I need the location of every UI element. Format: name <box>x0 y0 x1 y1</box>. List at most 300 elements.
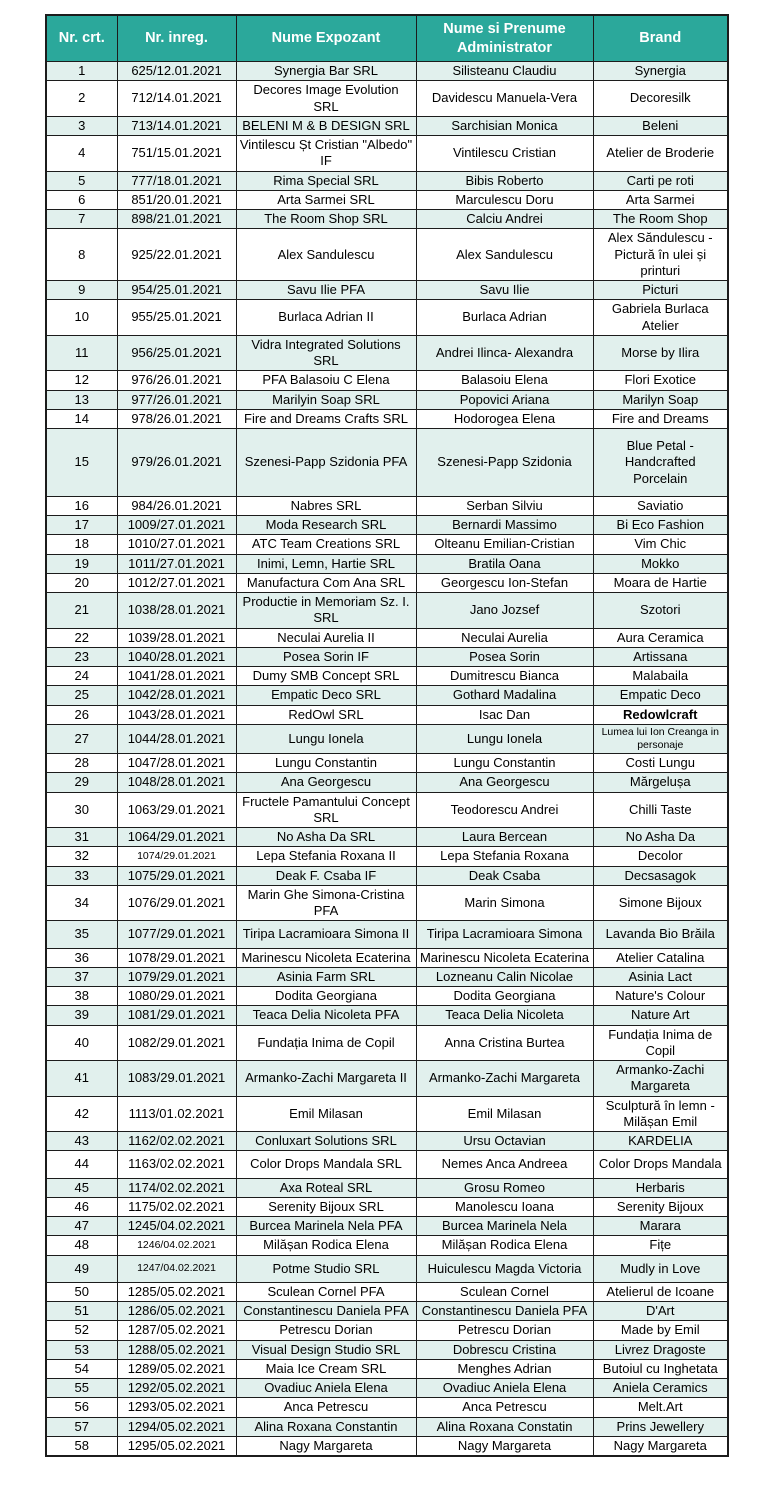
cell-administrator: Calciu Andrei <box>416 210 593 229</box>
cell-nr-crt: 54 <box>46 1359 117 1378</box>
cell-nr-inreg: 1063/29.01.2021 <box>117 792 236 828</box>
cell-administrator: Emil Milasan <box>416 1096 593 1132</box>
cell-nume-expozant: Nagy Margareta <box>236 1436 416 1456</box>
cell-nr-inreg: 1246/04.02.2021 <box>117 1236 236 1255</box>
cell-administrator: Szenesi-Papp Szidonia <box>416 429 593 497</box>
cell-nr-inreg: 1082/29.01.2021 <box>117 1025 236 1061</box>
cell-brand: Marara <box>593 1217 728 1236</box>
table-row <box>46 628 728 647</box>
cell-nr-crt: 45 <box>46 1178 117 1197</box>
cell-nr-inreg: 978/26.01.2021 <box>117 409 236 428</box>
cell-brand: Marilyn Soap <box>593 390 728 409</box>
table-row <box>46 1096 728 1132</box>
cell-administrator: Isac Dan <box>416 705 593 724</box>
cell-nr-crt: 12 <box>46 371 117 390</box>
cell-nr-crt: 29 <box>46 773 117 792</box>
column-header-nr-inreg: Nr. inreg. <box>117 15 236 62</box>
table-row <box>46 116 728 135</box>
cell-brand: Aniela Ceramics <box>593 1379 728 1398</box>
cell-nume-expozant: ATC Team Creations SRL <box>236 535 416 554</box>
cell-nr-crt: 43 <box>46 1132 117 1151</box>
cell-nr-crt: 41 <box>46 1061 117 1097</box>
cell-nr-inreg: 712/14.01.2021 <box>117 81 236 117</box>
cell-administrator: Lungu Constantin <box>416 754 593 773</box>
cell-nr-inreg: 1287/05.02.2021 <box>117 1321 236 1340</box>
table-row <box>46 885 728 921</box>
cell-nr-crt: 4 <box>46 136 117 172</box>
column-header-brand: Brand <box>593 15 728 62</box>
cell-administrator: Anna Cristina Burtea <box>416 1025 593 1061</box>
table-row <box>46 62 728 81</box>
cell-administrator: Huiculescu Magda Victoria <box>416 1255 593 1282</box>
cell-administrator: Burlaca Adrian <box>416 300 593 336</box>
cell-nr-inreg: 1044/28.01.2021 <box>117 724 236 753</box>
cell-nr-inreg: 1075/29.01.2021 <box>117 866 236 885</box>
cell-nume-expozant: Fructele Pamantului Concept SRL <box>236 792 416 828</box>
cell-nr-inreg: 1081/29.01.2021 <box>117 1006 236 1025</box>
cell-nume-expozant: Armanko-Zachi Margareta II <box>236 1061 416 1097</box>
cell-brand: Armanko-Zachi Margareta <box>593 1061 728 1097</box>
cell-nr-inreg: 984/26.01.2021 <box>117 496 236 515</box>
cell-nume-expozant: RedOwl SRL <box>236 705 416 724</box>
cell-brand: Aura Ceramica <box>593 628 728 647</box>
cell-brand: Lumea lui Ion Creanga in personaje <box>593 724 728 753</box>
cell-nume-expozant: Decores Image Evolution SRL <box>236 81 416 117</box>
cell-administrator: Gothard Madalina <box>416 686 593 705</box>
cell-brand: Vim Chic <box>593 535 728 554</box>
cell-administrator: Burcea Marinela Nela <box>416 1217 593 1236</box>
cell-administrator: Bratila Oana <box>416 554 593 573</box>
cell-nume-expozant: Marilyin Soap SRL <box>236 390 416 409</box>
table-row <box>46 967 728 986</box>
cell-administrator: Hodorogea Elena <box>416 409 593 428</box>
cell-nr-crt: 22 <box>46 628 117 647</box>
table-row <box>46 1359 728 1378</box>
cell-nr-crt: 38 <box>46 987 117 1006</box>
table-row <box>46 1217 728 1236</box>
cell-nr-crt: 9 <box>46 281 117 300</box>
table-row <box>46 229 728 281</box>
cell-nr-inreg: 955/25.01.2021 <box>117 300 236 336</box>
cell-nr-inreg: 1113/01.02.2021 <box>117 1096 236 1132</box>
cell-nr-inreg: 1040/28.01.2021 <box>117 647 236 666</box>
cell-nr-crt: 34 <box>46 885 117 921</box>
cell-nume-expozant: Vintilescu Șt Cristian "Albedo" IF <box>236 136 416 172</box>
cell-nr-inreg: 1038/28.01.2021 <box>117 593 236 629</box>
cell-administrator: Armanko-Zachi Margareta <box>416 1061 593 1097</box>
cell-nr-crt: 23 <box>46 647 117 666</box>
cell-administrator: Laura Bercean <box>416 828 593 847</box>
cell-nr-crt: 56 <box>46 1398 117 1417</box>
cell-administrator: Constantinescu Daniela PFA <box>416 1302 593 1321</box>
cell-nr-inreg: 1294/05.02.2021 <box>117 1417 236 1436</box>
cell-administrator: Serban Silviu <box>416 496 593 515</box>
cell-nr-crt: 42 <box>46 1096 117 1132</box>
cell-nr-crt: 2 <box>46 81 117 117</box>
cell-administrator: Popovici Ariana <box>416 390 593 409</box>
cell-brand: Decolor <box>593 847 728 866</box>
cell-nr-inreg: 1043/28.01.2021 <box>117 705 236 724</box>
cell-nr-inreg: 1042/28.01.2021 <box>117 686 236 705</box>
cell-nr-inreg: 1245/04.02.2021 <box>117 1217 236 1236</box>
cell-nr-crt: 5 <box>46 171 117 190</box>
cell-administrator: Marin Simona <box>416 885 593 921</box>
table-row <box>46 847 728 866</box>
cell-brand: Synergia <box>593 62 728 81</box>
cell-nr-inreg: 1009/27.01.2021 <box>117 516 236 535</box>
cell-nr-inreg: 1010/27.01.2021 <box>117 535 236 554</box>
cell-administrator: Alina Roxana Constatin <box>416 1417 593 1436</box>
cell-nume-expozant: Color Drops Mandala SRL <box>236 1151 416 1178</box>
cell-brand: Butoiul cu Inghetata <box>593 1359 728 1378</box>
cell-nr-inreg: 1080/29.01.2021 <box>117 987 236 1006</box>
table-row <box>46 686 728 705</box>
cell-brand: Costi Lungu <box>593 754 728 773</box>
cell-nr-inreg: 898/21.01.2021 <box>117 210 236 229</box>
cell-administrator: Lepa Stefania Roxana <box>416 847 593 866</box>
table-row <box>46 1061 728 1097</box>
cell-nume-expozant: Marin Ghe Simona-Cristina PFA <box>236 885 416 921</box>
cell-nr-inreg: 777/18.01.2021 <box>117 171 236 190</box>
cell-brand: Nagy Margareta <box>593 1436 728 1456</box>
cell-nr-inreg: 1079/29.01.2021 <box>117 967 236 986</box>
cell-nr-inreg: 1047/28.01.2021 <box>117 754 236 773</box>
table-row <box>46 792 728 828</box>
cell-nr-crt: 44 <box>46 1151 117 1178</box>
table-row <box>46 1236 728 1255</box>
table-row <box>46 409 728 428</box>
cell-nr-crt: 18 <box>46 535 117 554</box>
cell-brand: Melt.Art <box>593 1398 728 1417</box>
cell-nume-expozant: Emil Milasan <box>236 1096 416 1132</box>
cell-nr-inreg: 1292/05.02.2021 <box>117 1379 236 1398</box>
cell-nr-crt: 47 <box>46 1217 117 1236</box>
cell-nume-expozant: Alina Roxana Constantin <box>236 1417 416 1436</box>
cell-nr-crt: 28 <box>46 754 117 773</box>
cell-administrator: Deak Csaba <box>416 866 593 885</box>
cell-nr-crt: 46 <box>46 1197 117 1216</box>
cell-brand: Atelierul de Icoane <box>593 1282 728 1301</box>
cell-administrator: Anca Petrescu <box>416 1398 593 1417</box>
table-row <box>46 1417 728 1436</box>
cell-nume-expozant: Burlaca Adrian II <box>236 300 416 336</box>
table-row <box>46 516 728 535</box>
cell-nume-expozant: Petrescu Dorian <box>236 1321 416 1340</box>
cell-nr-crt: 51 <box>46 1302 117 1321</box>
cell-brand: Mărgelușa <box>593 773 728 792</box>
column-header-nr-crt: Nr. crt. <box>46 15 117 62</box>
cell-administrator: Bibis Roberto <box>416 171 593 190</box>
cell-nume-expozant: Sculean Cornel PFA <box>236 1282 416 1301</box>
cell-brand: Mudly in Love <box>593 1255 728 1282</box>
cell-administrator: Jano Jozsef <box>416 593 593 629</box>
cell-nr-inreg: 956/25.01.2021 <box>117 335 236 371</box>
cell-nr-crt: 33 <box>46 866 117 885</box>
cell-administrator: Ana Georgescu <box>416 773 593 792</box>
cell-brand: Moara de Hartie <box>593 573 728 592</box>
cell-nr-inreg: 1048/28.01.2021 <box>117 773 236 792</box>
cell-nr-crt: 32 <box>46 847 117 866</box>
cell-nume-expozant: Arta Sarmei SRL <box>236 190 416 209</box>
table-row <box>46 1302 728 1321</box>
cell-brand: Saviatio <box>593 496 728 515</box>
table-row <box>46 1255 728 1282</box>
cell-nr-inreg: 1074/29.01.2021 <box>117 847 236 866</box>
table-row <box>46 1282 728 1301</box>
cell-brand: Blue Petal - Handcrafted Porcelain <box>593 429 728 497</box>
table-row <box>46 866 728 885</box>
table-header-row <box>46 15 728 62</box>
cell-nr-inreg: 1077/29.01.2021 <box>117 921 236 948</box>
table-row <box>46 81 728 117</box>
table-row <box>46 535 728 554</box>
cell-nr-inreg: 1012/27.01.2021 <box>117 573 236 592</box>
cell-nume-expozant: Manufactura Com Ana SRL <box>236 573 416 592</box>
cell-brand: D'Art <box>593 1302 728 1321</box>
cell-brand: Decoresilk <box>593 81 728 117</box>
table-row <box>46 1398 728 1417</box>
cell-administrator: Dodita Georgiana <box>416 987 593 1006</box>
cell-brand: Asinia Lact <box>593 967 728 986</box>
cell-brand: Flori Exotice <box>593 371 728 390</box>
cell-administrator: Grosu Romeo <box>416 1178 593 1197</box>
cell-administrator: Milășan Rodica Elena <box>416 1236 593 1255</box>
cell-nr-inreg: 625/12.01.2021 <box>117 62 236 81</box>
cell-brand: Decsasagok <box>593 866 728 885</box>
cell-brand: Alex Săndulescu - Pictură în ulei și printuri <box>593 229 728 281</box>
table-row <box>46 210 728 229</box>
cell-nume-expozant: Conluxart Solutions SRL <box>236 1132 416 1151</box>
cell-nume-expozant: Rima Special SRL <box>236 171 416 190</box>
cell-brand: Bi Eco Fashion <box>593 516 728 535</box>
cell-administrator: Teaca Delia Nicoleta <box>416 1006 593 1025</box>
cell-brand: Picturi <box>593 281 728 300</box>
cell-administrator: Alex Sandulescu <box>416 229 593 281</box>
cell-nr-crt: 25 <box>46 686 117 705</box>
cell-nr-crt: 13 <box>46 390 117 409</box>
cell-brand: Beleni <box>593 116 728 135</box>
table-row <box>46 724 728 753</box>
cell-administrator: Balasoiu Elena <box>416 371 593 390</box>
cell-nr-crt: 52 <box>46 1321 117 1340</box>
cell-nr-inreg: 954/25.01.2021 <box>117 281 236 300</box>
table-row <box>46 190 728 209</box>
cell-administrator: Dumitrescu Bianca <box>416 667 593 686</box>
cell-administrator: Dobrescu Cristina <box>416 1340 593 1359</box>
cell-brand: Gabriela Burlaca Atelier <box>593 300 728 336</box>
cell-nr-inreg: 1163/02.02.2021 <box>117 1151 236 1178</box>
cell-brand: Made by Emil <box>593 1321 728 1340</box>
cell-nr-inreg: 1285/05.02.2021 <box>117 1282 236 1301</box>
cell-nume-expozant: Lepa Stefania Roxana II <box>236 847 416 866</box>
cell-nume-expozant: Dodita Georgiana <box>236 987 416 1006</box>
cell-nr-inreg: 1162/02.02.2021 <box>117 1132 236 1151</box>
cell-administrator: Olteanu Emilian-Cristian <box>416 535 593 554</box>
cell-nr-crt: 58 <box>46 1436 117 1456</box>
cell-brand: Malabaila <box>593 667 728 686</box>
table-row <box>46 1197 728 1216</box>
cell-administrator: Menghes Adrian <box>416 1359 593 1378</box>
cell-nr-crt: 1 <box>46 62 117 81</box>
cell-nr-crt: 30 <box>46 792 117 828</box>
cell-nume-expozant: Potme Studio SRL <box>236 1255 416 1282</box>
cell-nr-crt: 26 <box>46 705 117 724</box>
cell-nr-crt: 50 <box>46 1282 117 1301</box>
cell-administrator: Nemes Anca Andreea <box>416 1151 593 1178</box>
column-header-administrator: Nume si Prenume Administrator <box>416 15 593 62</box>
cell-administrator: Ursu Octavian <box>416 1132 593 1151</box>
cell-brand: Sculptură în lemn - Milășan Emil <box>593 1096 728 1132</box>
table-row <box>46 573 728 592</box>
cell-nr-inreg: 1039/28.01.2021 <box>117 628 236 647</box>
cell-nr-inreg: 1288/05.02.2021 <box>117 1340 236 1359</box>
cell-nume-expozant: Empatic Deco SRL <box>236 686 416 705</box>
cell-administrator: Sarchisian Monica <box>416 116 593 135</box>
cell-nr-inreg: 1011/27.01.2021 <box>117 554 236 573</box>
cell-nr-crt: 8 <box>46 229 117 281</box>
cell-brand: Morse by Ilira <box>593 335 728 371</box>
cell-nume-expozant: Burcea Marinela Nela PFA <box>236 1217 416 1236</box>
cell-brand: Nature's Colour <box>593 987 728 1006</box>
cell-nr-crt: 27 <box>46 724 117 753</box>
cell-administrator: Tiripa Lacramioara Simona <box>416 921 593 948</box>
cell-brand: Prins Jewellery <box>593 1417 728 1436</box>
cell-administrator: Manolescu Ioana <box>416 1197 593 1216</box>
cell-nr-crt: 24 <box>46 667 117 686</box>
cell-brand: Herbaris <box>593 1178 728 1197</box>
cell-nr-crt: 53 <box>46 1340 117 1359</box>
cell-administrator: Teodorescu Andrei <box>416 792 593 828</box>
cell-administrator: Lozneanu Calin Nicolae <box>416 967 593 986</box>
cell-nr-inreg: 1076/29.01.2021 <box>117 885 236 921</box>
table-row <box>46 171 728 190</box>
cell-nr-inreg: 1289/05.02.2021 <box>117 1359 236 1378</box>
cell-administrator: Marculescu Doru <box>416 190 593 209</box>
cell-administrator: Davidescu Manuela-Vera <box>416 81 593 117</box>
cell-nr-inreg: 1078/29.01.2021 <box>117 948 236 967</box>
table-header <box>46 15 728 62</box>
cell-administrator: Savu Ilie <box>416 281 593 300</box>
cell-administrator: Posea Sorin <box>416 647 593 666</box>
table-row <box>46 1340 728 1359</box>
cell-brand: Fire and Dreams <box>593 409 728 428</box>
table-row <box>46 335 728 371</box>
cell-nume-expozant: Ana Georgescu <box>236 773 416 792</box>
table-row <box>46 1132 728 1151</box>
cell-brand: Livrez Dragoste <box>593 1340 728 1359</box>
cell-nume-expozant: Posea Sorin IF <box>236 647 416 666</box>
cell-administrator: Bernardi Massimo <box>416 516 593 535</box>
cell-brand: Artissana <box>593 647 728 666</box>
cell-nr-inreg: 1083/29.01.2021 <box>117 1061 236 1097</box>
cell-nr-crt: 21 <box>46 593 117 629</box>
cell-nr-crt: 31 <box>46 828 117 847</box>
cell-nr-inreg: 751/15.01.2021 <box>117 136 236 172</box>
cell-brand: Szotori <box>593 593 728 629</box>
cell-nume-expozant: No Asha Da SRL <box>236 828 416 847</box>
table-row <box>46 554 728 573</box>
cell-nume-expozant: Fundația Inima de Copil <box>236 1025 416 1061</box>
table-row <box>46 300 728 336</box>
cell-nr-inreg: 925/22.01.2021 <box>117 229 236 281</box>
cell-nr-crt: 19 <box>46 554 117 573</box>
cell-nume-expozant: The Room Shop SRL <box>236 210 416 229</box>
cell-nr-crt: 16 <box>46 496 117 515</box>
cell-nr-inreg: 1247/04.02.2021 <box>117 1255 236 1282</box>
cell-nume-expozant: Ovadiuc Aniela Elena <box>236 1379 416 1398</box>
cell-nr-inreg: 851/20.01.2021 <box>117 190 236 209</box>
cell-nume-expozant: Constantinescu Daniela PFA <box>236 1302 416 1321</box>
table-row <box>46 987 728 1006</box>
cell-nr-crt: 6 <box>46 190 117 209</box>
cell-brand: Chilli Taste <box>593 792 728 828</box>
cell-nume-expozant: Axa Roteal SRL <box>236 1178 416 1197</box>
cell-nume-expozant: Lungu Ionela <box>236 724 416 753</box>
cell-nume-expozant: BELENI M & B DESIGN SRL <box>236 116 416 135</box>
cell-nume-expozant: Inimi, Lemn, Hartie SRL <box>236 554 416 573</box>
cell-nr-inreg: 1041/28.01.2021 <box>117 667 236 686</box>
cell-nume-expozant: Szenesi-Papp Szidonia PFA <box>236 429 416 497</box>
table-row <box>46 828 728 847</box>
cell-nr-inreg: 976/26.01.2021 <box>117 371 236 390</box>
table-row <box>46 921 728 948</box>
cell-nume-expozant: Deak F. Csaba IF <box>236 866 416 885</box>
cell-nume-expozant: Serenity Bijoux SRL <box>236 1197 416 1216</box>
cell-administrator: Marinescu Nicoleta Ecaterina <box>416 948 593 967</box>
cell-nume-expozant: Teaca Delia Nicoleta PFA <box>236 1006 416 1025</box>
cell-nr-crt: 48 <box>46 1236 117 1255</box>
cell-nume-expozant: Alex Sandulescu <box>236 229 416 281</box>
table-row <box>46 496 728 515</box>
cell-nume-expozant: Asinia Farm SRL <box>236 967 416 986</box>
column-header-nume-expozant: Nume Expozant <box>236 15 416 62</box>
table-row <box>46 1025 728 1061</box>
table-row <box>46 1178 728 1197</box>
cell-administrator: Georgescu Ion-Stefan <box>416 573 593 592</box>
cell-brand: Fițe <box>593 1236 728 1255</box>
cell-brand: Fundația Inima de Copil <box>593 1025 728 1061</box>
cell-brand: Carti pe roti <box>593 171 728 190</box>
cell-nr-crt: 20 <box>46 573 117 592</box>
table-row <box>46 754 728 773</box>
table-row <box>46 136 728 172</box>
cell-nr-crt: 49 <box>46 1255 117 1282</box>
cell-brand: KARDELIA <box>593 1132 728 1151</box>
cell-nume-expozant: Nabres SRL <box>236 496 416 515</box>
table-row <box>46 705 728 724</box>
cell-nr-inreg: 1293/05.02.2021 <box>117 1398 236 1417</box>
cell-nr-crt: 11 <box>46 335 117 371</box>
cell-administrator: Vintilescu Cristian <box>416 136 593 172</box>
cell-nume-expozant: Visual Design Studio SRL <box>236 1340 416 1359</box>
cell-brand: Atelier de Broderie <box>593 136 728 172</box>
cell-nume-expozant: Maia Ice Cream SRL <box>236 1359 416 1378</box>
table-row <box>46 390 728 409</box>
cell-nr-inreg: 1295/05.02.2021 <box>117 1436 236 1456</box>
cell-nr-crt: 37 <box>46 967 117 986</box>
cell-nr-crt: 15 <box>46 429 117 497</box>
cell-nr-inreg: 1174/02.02.2021 <box>117 1178 236 1197</box>
cell-nume-expozant: Milășan Rodica Elena <box>236 1236 416 1255</box>
cell-nr-crt: 17 <box>46 516 117 535</box>
cell-brand: Serenity Bijoux <box>593 1197 728 1216</box>
cell-nume-expozant: Savu Ilie PFA <box>236 281 416 300</box>
cell-nr-crt: 14 <box>46 409 117 428</box>
cell-brand: The Room Shop <box>593 210 728 229</box>
cell-nume-expozant: Marinescu Nicoleta Ecaterina <box>236 948 416 967</box>
cell-nume-expozant: Vidra Integrated Solutions SRL <box>236 335 416 371</box>
cell-brand: Arta Sarmei <box>593 190 728 209</box>
